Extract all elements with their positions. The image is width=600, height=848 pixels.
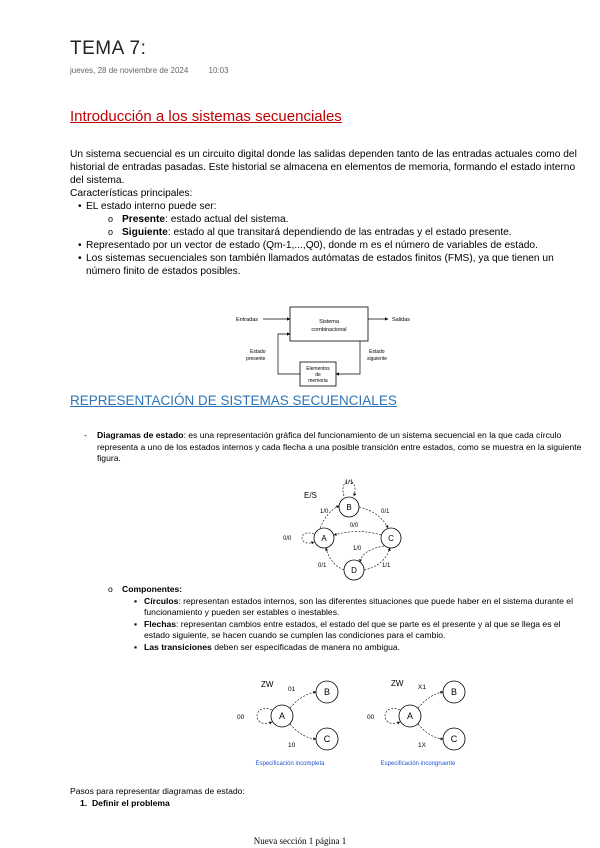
state-label: C <box>323 734 331 744</box>
transition-label: 00 <box>237 714 245 721</box>
section2-heading: REPRESENTACIÓN DE SISTEMAS SECUENCIALES <box>70 393 397 408</box>
components-label <box>108 584 588 596</box>
term: Presente <box>122 214 166 225</box>
transition-label: 00 <box>367 714 375 721</box>
next-label-1: Estado <box>369 349 385 355</box>
intro-paragraph: Un sistema secuencial es un circuito digital donde las salidas dependen tanto de las entradas actuales como del historial de entradas pasadas. Este historial se almacena en elementos de memoria, formando el estado interno del sistema. <box>70 149 577 186</box>
definition: : estado al que transitará dependiendo de las entradas y el estado presente. <box>167 227 512 238</box>
bullet-text: EL estado interno puede ser: <box>86 201 217 212</box>
comb-label-1: Sistema <box>319 319 339 325</box>
transition-arrow <box>360 546 384 562</box>
term: Siguiente <box>122 227 168 238</box>
example-incomplete <box>237 680 338 767</box>
transition-arrow <box>257 709 272 724</box>
dash-marker: - <box>84 430 87 440</box>
steps-intro: Pasos para representar diagramas de estado: <box>70 786 245 796</box>
transition-label: 1/0 <box>353 546 362 552</box>
list-item <box>70 252 590 278</box>
transition-arrow <box>290 692 316 708</box>
example-header: ZW <box>261 680 274 689</box>
page-footer: Nueva sección 1 página 1 <box>253 836 347 846</box>
state-diagram-definition <box>84 430 589 465</box>
definition: : estado actual del sistema. <box>165 214 289 225</box>
transition-arrow <box>418 724 443 739</box>
example-incongruent <box>367 679 465 767</box>
transition-label: 1X <box>418 742 426 749</box>
inputs-label: Entradas <box>236 317 259 323</box>
definition: : representan cambios entre estados, el estado del que se parte es el presente y al que se llega es el estado siguiente, se hacen cuando se cumplen las condiciones para el cambio. <box>144 618 561 640</box>
example-caption: Especificación incongruente <box>380 761 456 767</box>
components-section <box>108 584 588 653</box>
mem-label-2: de <box>315 372 321 378</box>
comb-label-2: combinacional <box>311 327 347 333</box>
present-label-2: presente <box>246 356 266 362</box>
sequential-block-diagram <box>230 300 420 390</box>
features-label: Características principales: <box>70 188 193 199</box>
definition: : representan estados internos, son las diferentes situaciones que puede haber en el sistema durante el funcionamiento y pueden ser estables o inestables. <box>144 595 573 617</box>
term: Flechas <box>144 618 177 629</box>
features-list <box>70 200 590 278</box>
definition: deben ser especificadas de manera no ambigua. <box>211 641 401 652</box>
transition-label: 1/1 <box>344 480 354 486</box>
steps-section <box>70 786 245 809</box>
transition-arrow <box>326 548 344 570</box>
transition-label: 0/1 <box>381 509 390 515</box>
transition-label: 0/0 <box>349 523 359 529</box>
list-item <box>108 619 588 642</box>
state-label: A <box>406 711 414 721</box>
state-label: B <box>346 503 352 512</box>
state-label: B <box>323 687 331 697</box>
transition-label: 1/0 <box>320 509 329 515</box>
state-label: A <box>278 711 286 721</box>
list-item <box>70 239 590 252</box>
page-date: jueves, 28 de noviembre de 2024 <box>70 66 189 75</box>
page-time: 10:03 <box>208 66 229 75</box>
transition-label: 01 <box>288 686 296 693</box>
term: Círculos <box>144 595 179 606</box>
definition: : es una representación gráfica del funcionamiento de un sistema secuencial en la que cada círculo representa a uno de los estados internos y cada flecha a una posible transición entre estados, como se muestra en la siguiente figura. <box>97 430 582 463</box>
transition-arrow <box>290 724 316 739</box>
outputs-label: Salidas <box>392 317 411 323</box>
state-diagram <box>280 466 430 582</box>
list-item <box>70 213 590 226</box>
list-item <box>108 642 588 654</box>
specification-examples <box>230 672 480 772</box>
mem-label-3: memoria <box>308 378 328 384</box>
term: Las transiciones <box>144 641 212 652</box>
step-text: Definir el problema <box>91 797 170 808</box>
components-label-text: Componentes: <box>122 584 183 594</box>
next-state-arrow <box>336 341 360 374</box>
list-item <box>70 200 590 213</box>
state-label: C <box>388 534 394 543</box>
page-meta <box>70 66 247 75</box>
state-label: B <box>450 687 458 697</box>
term: Diagramas de estado <box>97 430 184 440</box>
transition-label: 1/1 <box>382 563 391 569</box>
transition-label: 0/1 <box>318 563 327 569</box>
transition-arrow <box>334 532 381 536</box>
state-label: C <box>450 734 458 744</box>
list-item <box>70 226 590 239</box>
page-title: TEMA 7: <box>70 38 147 59</box>
example-header: ZW <box>391 679 404 688</box>
transition-label: 10 <box>288 742 296 749</box>
transition-arrow <box>302 533 314 543</box>
bullet-text: Los sistemas secuenciales son también llamados autómatas de estados finitos (FMS), ya que tienen un número finito de estados posibles. <box>86 253 554 277</box>
next-label-2: siguiente <box>367 356 388 362</box>
transition-arrow <box>418 692 443 708</box>
io-header: E/S <box>304 491 317 500</box>
step-number: 1. <box>80 797 88 808</box>
mem-label-1: Elementos <box>306 366 330 372</box>
transition-arrow <box>385 709 400 724</box>
transition-label: X1 <box>418 684 426 691</box>
section1-body <box>70 148 590 278</box>
example-caption: Especificación incompleta <box>255 761 325 767</box>
transition-label: 0/0 <box>283 536 292 542</box>
list-item <box>108 596 588 619</box>
state-label: D <box>351 566 357 575</box>
state-label: A <box>321 534 327 543</box>
present-label-1: Estado <box>250 349 266 355</box>
bullet-text: Representado por un vector de estado (Qm-1,...,Q0), donde m es el número de variables de estado. <box>86 240 538 251</box>
step-item <box>70 798 245 810</box>
section1-heading: Introducción a los sistemas secuenciales <box>70 108 342 125</box>
